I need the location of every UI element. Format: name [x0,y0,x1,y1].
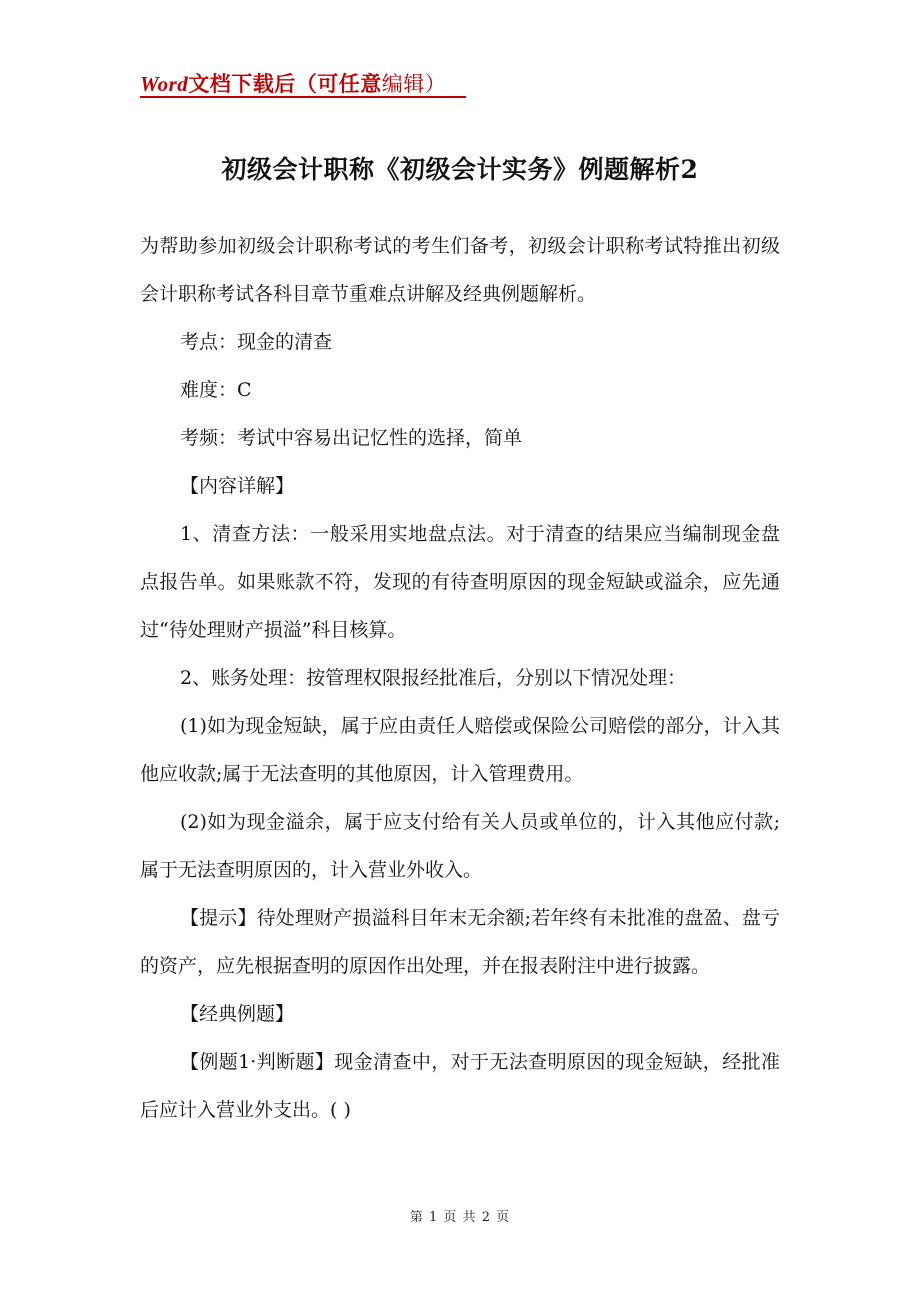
paragraph-frequency: 考频：考试中容易出记忆性的选择，简单 [180,427,523,449]
header-word: Word [140,72,189,96]
document-title: 初级会计职称《初级会计实务》例题解析2 [221,155,699,184]
paragraph-method: 1、清查方法：一般采用实地盘点法。对于清查的结果应当编制现金盘点报告单。如果账款不符，发现的有待查明原因的现金短缺或溢余，应先通过“待处理财产损溢”科目核算。 [140,523,780,641]
download-header [140,68,446,98]
header-edit: 编辑） [381,72,447,96]
section-heading-details: 【内容详解】 [180,475,295,497]
paragraph-example-1: 【例题1·判断题】现金清查中，对于无法查明原因的现金短缺，经批准后应计入营业外支出。( ) [140,1051,780,1121]
intro-paragraph: 为帮助参加初级会计职称考试的考生们备考，初级会计职称考试特推出初级会计职称考试各科目章节重难点讲解及经典例题解析。 [140,235,780,305]
paragraph-tip: 【提示】待处理财产损溢科目年末无余额;若年终有未批准的盘盈、盘亏的资产，应先根据查明的原因作出处理，并在报表附注中进行披露。 [140,907,780,977]
paragraph-difficulty: 难度：C [180,379,252,401]
document-body [140,222,780,1134]
paragraph-shortage: (1)如为现金短缺，属于应由责任人赔偿或保险公司赔偿的部分，计入其他应收款;属于无法查明的其他原因，计入管理费用。 [140,715,780,785]
paragraph-accounting: 2、账务处理：按管理权限报经批准后，分别以下情况处理： [180,667,687,689]
paragraph-surplus: (2)如为现金溢余，属于应支付给有关人员或单位的，计入其他应付款;属于无法查明原因的，计入营业外收入。 [140,811,780,881]
paragraph-topic: 考点：现金的清查 [180,331,333,353]
header-text: 文档下载后（可任意 [188,71,382,96]
header-underline [140,96,466,98]
page-footer: 第 1 页 共 2 页 [409,1210,511,1225]
section-heading-examples: 【经典例题】 [180,1003,295,1025]
